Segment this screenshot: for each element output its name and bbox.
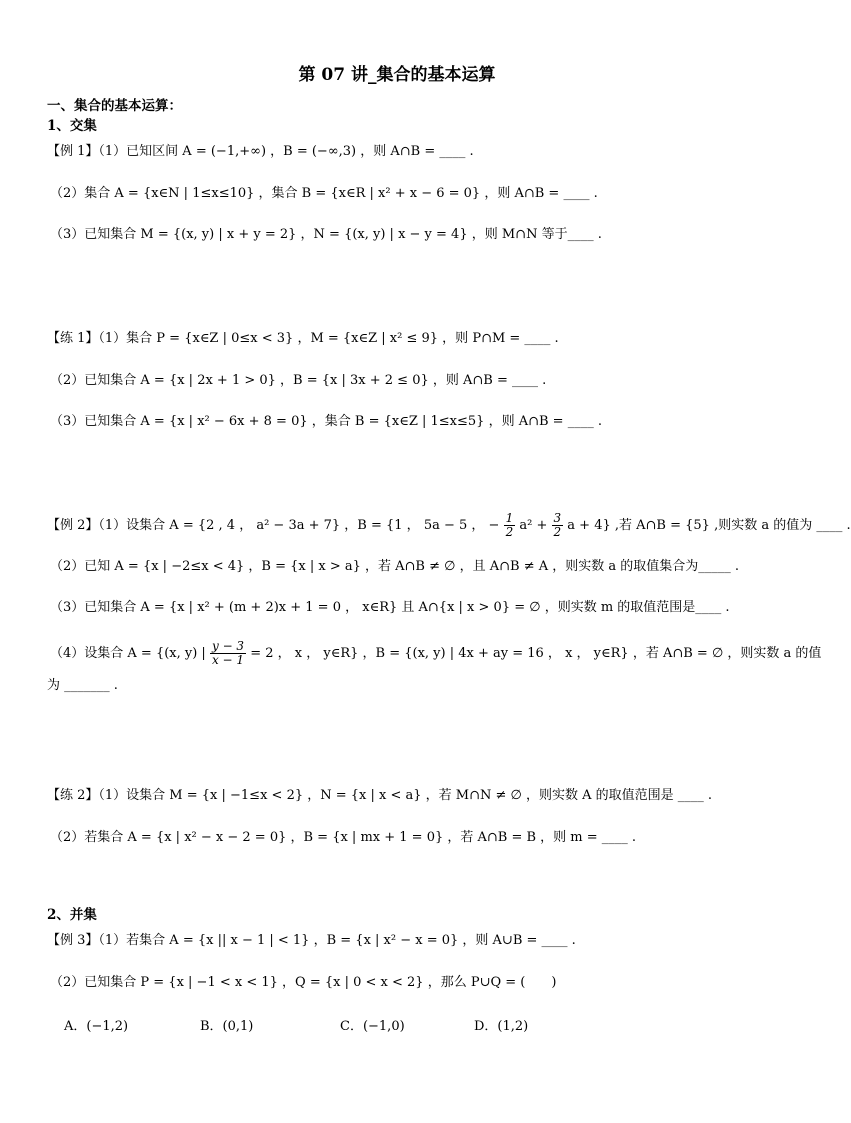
fraction-numerator: y − 3 [211,639,245,653]
example-2-q4-part-a: （4）设集合 A = {(x, y) | [50,646,206,661]
practice-2-question-1: 【练 2】（1）设集合 M = {x | −1≤x < 2} ，N = {x | x < a} ，若 M∩N ≠ ∅ ，则实数 A 的取值范围是 ____ . [47,788,713,803]
example-3-question-2: （2）已知集合 P = {x | −1 < x < 1} ，Q = {x | 0 < x < 2} ，那么 P∪Q = ( ) [50,975,557,990]
practice-2-question-2: （2）若集合 A = {x | x² − x − 2 = 0} ，B = {x | mx + 1 = 0} ，若 A∩B = B ，则 m = ____ . [50,830,637,845]
option-b: B．(0,1) [200,1019,254,1034]
fraction-denominator: x − 1 [211,653,245,667]
practice-1-question-2: （2）已知集合 A = {x | 2x + 1 > 0} ，B = {x | 3x + 2 ≤ 0} ，则 A∩B = ____ . [50,373,547,388]
page-title: 第 07 讲_集合的基本运算 [298,65,496,85]
example-2-q1-part-a: 【例 2】（1）设集合 A = {2 , 4 ， a² − 3a + 7} ，B = {1 ， 5a − 5 ， − [47,518,500,533]
practice-1-question-3: （3）已知集合 A = {x | x² − 6x + 8 = 0} ，集合 B = {x∈Z | 1≤x≤5} ，则 A∩B = ____ . [50,414,602,429]
option-a: A．(−1,2) [64,1019,129,1034]
fraction-three-halves [552,512,564,539]
fraction-one-half [504,512,516,539]
section-heading-basic-operations: 一、集合的基本运算： [47,98,182,114]
practice-1-question-1: 【练 1】（1）集合 P = {x∈Z | 0≤x < 3} ，M = {x∈Z | x² ≤ 9} ，则 P∩M = ____ . [47,331,559,346]
example-2-question-3: （3）已知集合 A = {x | x² + (m + 2)x + 1 = 0 ， x∈R} 且 A∩{x | x > 0} = ∅ ，则实数 m 的取值范围是____ . [50,600,730,615]
example-1-question-3: （3）已知集合 M = {(x, y) | x + y = 2} ，N = {(x, y) | x − y = 4} ，则 M∩N 等于____ . [50,227,602,242]
subsection-heading-union: 2、并集 [47,907,97,923]
fraction-numerator: 3 [553,511,562,525]
example-2-question-4-continued: 为 _______ . [47,678,118,693]
example-1-question-1: 【例 1】（1）已知区间 A = (−1,+∞) ，B = (−∞,3) ，则 A∩B = ____ . [47,144,474,159]
example-2-q1-part-c: a + 4} ,若 A∩B = {5} ,则实数 a 的值为 ____ . [567,518,851,533]
example-2-question-2: （2）已知 A = {x | −2≤x < 4} ，B = {x | x > a} ，若 A∩B ≠ ∅ ，且 A∩B ≠ A ，则实数 a 的取值集合为_____ . [50,559,740,574]
option-d: D．(1,2) [474,1019,529,1034]
fraction-y-minus-3-over-x-minus-1 [210,640,246,667]
example-3-question-1: 【例 3】（1）若集合 A = {x || x − 1 | < 1} ，B = {x | x² − x = 0} ，则 A∪B = ____ . [47,933,576,948]
example-2-q1-part-b: a² + [519,518,548,533]
example-1-question-2: （2）集合 A = {x∈N | 1≤x≤10} ，集合 B = {x∈R | x² + x − 6 = 0} ，则 A∩B = ____ . [50,186,598,201]
example-2-q4-part-b: = 2 ， x ， y∈R} ，B = {(x, y) | 4x + ay = 16 ， x ， y∈R} ，若 A∩B = ∅ ，则实数 a 的值 [250,646,822,661]
fraction-numerator: 1 [505,511,514,525]
fraction-denominator: 2 [505,525,514,539]
fraction-denominator: 2 [553,525,562,539]
subsection-heading-intersection: 1、交集 [47,118,97,134]
example-2-question-4 [50,640,821,667]
option-c: C．(−1,0) [340,1019,405,1034]
example-2-question-1 [47,512,851,539]
